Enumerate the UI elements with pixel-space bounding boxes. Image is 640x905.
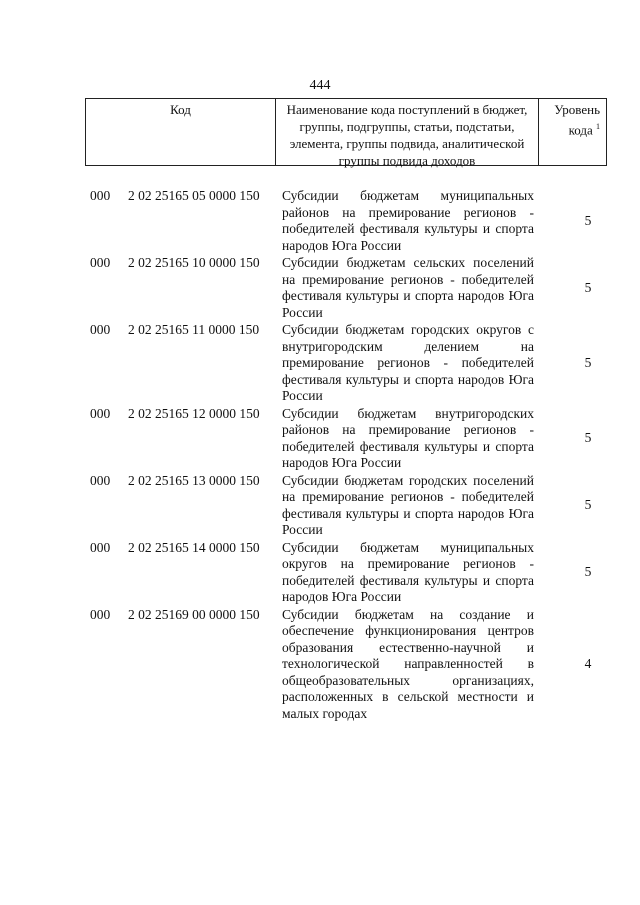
table-row [0, 406, 640, 472]
row-budget-code: 2 02 25169 00 0000 150 [128, 606, 260, 622]
row-budget-code: 2 02 25165 11 0000 150 [128, 322, 260, 337]
table-row [0, 322, 640, 405]
header-level [539, 99, 606, 165]
row-level [534, 280, 598, 297]
row-budget-code: 2 02 25165 05 0000 150 [128, 188, 260, 203]
row-name: Субсидии бюджетам на создание и обеспечение функционирования центров образования естественно-научной и технологической направленностей в общеобразовательных организациях, расположенных в сельской местности и малых городах [282, 606, 534, 721]
row-level-value: 4 [584, 656, 592, 671]
row-level [534, 213, 598, 230]
row-level [534, 497, 598, 514]
row-name: Субсидии бюджетам городских округов с внутригородским делением на премирование регионов - победителей фестиваля культуры и спорта народов Юга России [282, 322, 534, 403]
header-level-label: Уровень кода [554, 102, 600, 138]
row-name: Субсидии бюджетам городских поселений на премирование регионов - победителей фестиваля культуры и спорта народов Юга России [282, 472, 534, 537]
table-row [0, 540, 640, 606]
table-row [0, 188, 640, 254]
header-level-footnote: 1 [596, 122, 600, 131]
row-admin-code: 000 [90, 188, 111, 203]
row-name: Субсидии бюджетам муниципальных округов на премирование регионов - победителей фестиваля культуры и спорта народов Юга России [282, 539, 534, 604]
row-name: Субсидии бюджетам внутригородских районов на премирование регионов - победителей фестиваля культуры и спорта народов Юга России [282, 405, 534, 470]
row-budget-code: 2 02 25165 10 0000 150 [128, 255, 260, 270]
row-admin-code: 000 [90, 405, 111, 421]
row-level-value: 5 [584, 564, 592, 580]
row-level [534, 656, 598, 673]
row-level-value: 5 [584, 279, 592, 295]
row-name: Субсидии бюджетам муниципальных районов на премирование регионов - победителей фестиваля культуры и спорта народов Юга России [282, 188, 534, 253]
row-level-value: 5 [584, 497, 592, 513]
header-name: Наименование кода поступлений в бюджет, группы, подгруппы, статьи, подстатьи, элемента, группы подвида, аналитической группы подвида доходов [276, 99, 539, 165]
table-row [0, 607, 640, 723]
row-level [534, 564, 598, 581]
row-admin-code: 000 [90, 322, 111, 337]
table-body [0, 188, 640, 722]
row-level-value: 5 [584, 212, 592, 228]
row-name: Субсидии бюджетам сельских поселений на премирование регионов - победителей фестиваля культуры и спорта народов Юга России [282, 255, 534, 320]
row-admin-code: 000 [90, 255, 111, 270]
table-row [0, 255, 640, 321]
table-header [85, 98, 607, 166]
header-code: Код [86, 99, 276, 165]
row-budget-code: 2 02 25165 12 0000 150 [128, 405, 260, 421]
row-budget-code: 2 02 25165 13 0000 150 [128, 472, 260, 488]
row-admin-code: 000 [90, 606, 111, 622]
table-row [0, 473, 640, 539]
row-level [534, 430, 598, 447]
row-budget-code: 2 02 25165 14 0000 150 [128, 539, 260, 555]
row-level-value: 5 [584, 355, 592, 370]
row-level-value: 5 [584, 430, 592, 446]
row-level [534, 355, 598, 372]
page-number: 444 [309, 78, 331, 93]
row-admin-code: 000 [90, 472, 111, 488]
row-admin-code: 000 [90, 539, 111, 555]
